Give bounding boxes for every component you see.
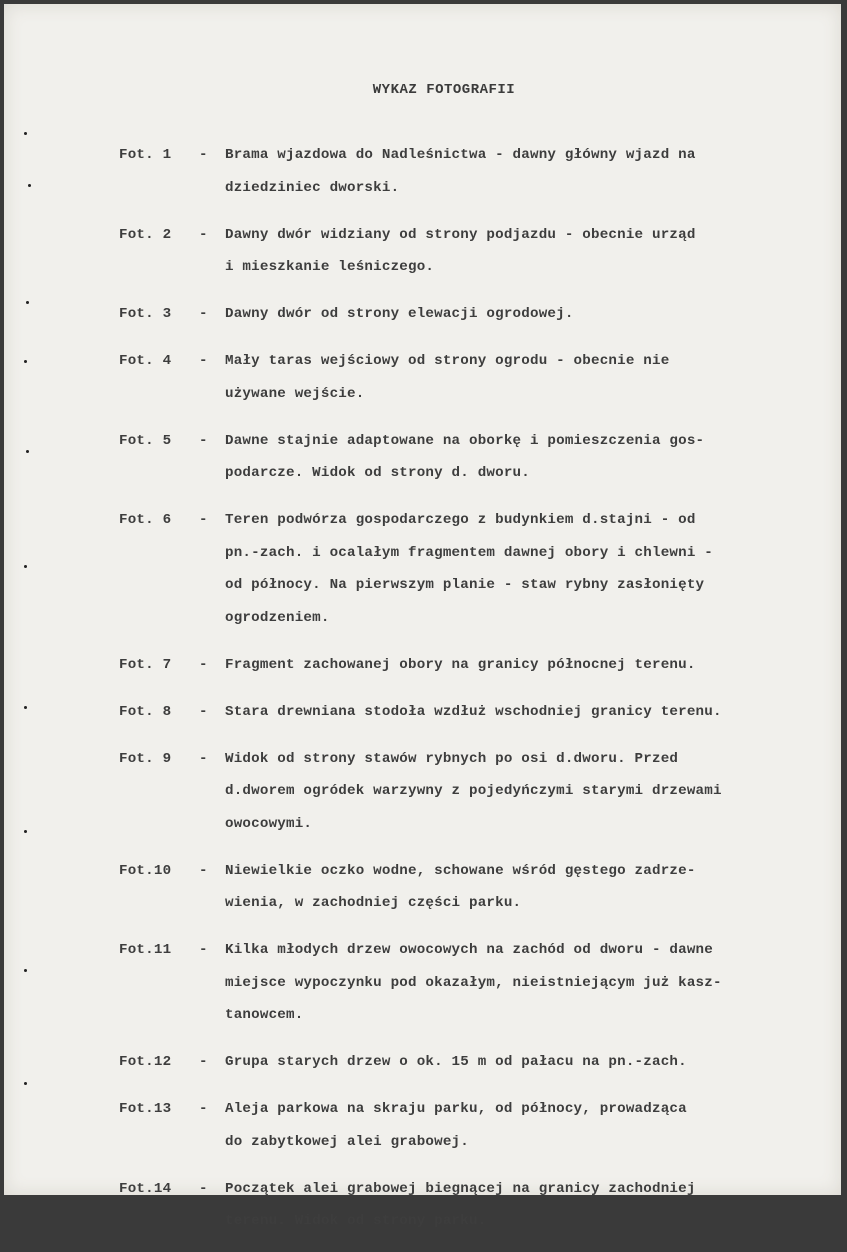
dash-separator: - [199, 1180, 208, 1197]
photo-entry [119, 855, 819, 920]
photo-description [225, 504, 819, 634]
margin-mark [24, 830, 27, 833]
photo-label: Fot. 5 [119, 432, 172, 449]
margin-mark [28, 184, 31, 187]
description-line: Kilka młodych drzew owocowych na zachód od dworu - dawne [225, 942, 713, 958]
description-line: Mały taras wejściowy od strony ogrodu - obecnie nie [225, 353, 670, 369]
dash-separator: - [199, 512, 208, 528]
photo-description [225, 696, 819, 729]
description-line: używane wejście. [225, 385, 365, 402]
description-line: Dawny dwór od strony elewacji ogrodowej. [225, 306, 574, 322]
photo-list [119, 139, 819, 1252]
description-line: owocowymi. [225, 815, 313, 832]
photo-description [225, 855, 819, 920]
photo-description [225, 345, 819, 410]
dash-separator: - [199, 656, 208, 673]
dash-separator: - [199, 432, 208, 449]
photo-label: Fot. 7 [119, 656, 172, 673]
description-line: Widok od strony stawów rybnych po osi d.dworu. Przed [225, 750, 679, 767]
photo-entry [119, 504, 819, 634]
margin-mark [24, 1082, 27, 1085]
dash-separator: - [199, 306, 208, 322]
photo-label: Fot.10 [119, 862, 172, 879]
margin-mark [24, 132, 27, 135]
photo-entry [119, 219, 819, 284]
margin-mark [26, 450, 29, 453]
margin-mark [24, 706, 27, 709]
photo-entry [119, 1046, 819, 1079]
photo-label: Fot. 9 [119, 750, 172, 767]
dash-separator: - [199, 226, 208, 243]
document-page [4, 4, 841, 1229]
photo-label: Fot.12 [119, 1054, 172, 1070]
description-line: podarcze. Widok od strony d. dworu. [225, 465, 530, 481]
photo-description [225, 649, 819, 682]
photo-description [225, 1093, 819, 1158]
dash-separator: - [199, 750, 208, 767]
photo-description [225, 219, 819, 284]
dash-separator: - [199, 353, 208, 369]
page-title: WYKAZ FOTOGRAFII [372, 82, 516, 98]
description-line: Niewielkie oczko wodne, schowane wśród gęstego zadrze- [225, 862, 696, 879]
description-line: dziedziniec dworski. [225, 179, 400, 196]
photo-description [225, 934, 819, 1032]
dash-separator: - [199, 942, 208, 958]
photo-entry [119, 298, 819, 331]
photo-entry [119, 934, 819, 1032]
photo-entry [119, 345, 819, 410]
description-line: Brama wjazdowa do Nadleśnictwa - dawny główny wjazd na [225, 147, 696, 163]
photo-label: Fot. 4 [119, 353, 172, 369]
description-line: Aleja parkowa na skraju parku, od północy, prowadząca [225, 1101, 687, 1117]
dash-separator: - [199, 703, 208, 720]
description-line: pn.-zach. i ocalałym fragmentem dawnej obory i chlewni - [225, 544, 713, 561]
description-line: ogrodzeniem. [225, 609, 330, 626]
photo-entry [119, 696, 819, 729]
photo-label: Fot.13 [119, 1101, 172, 1117]
margin-mark [26, 301, 29, 304]
description-line: Dawne stajnie adaptowane na oborkę i pomieszczenia gos- [225, 432, 705, 449]
dash-separator: - [199, 147, 208, 163]
dash-separator: - [199, 1101, 208, 1117]
photo-label: Fot.11 [119, 942, 172, 958]
photo-entry [119, 649, 819, 682]
photo-label: Fot. 2 [119, 226, 172, 243]
photo-entry [119, 425, 819, 490]
dash-separator: - [199, 1054, 208, 1070]
photo-description [225, 425, 819, 490]
description-line: od północy. Na pierwszym planie - staw rybny zasłonięty [225, 577, 705, 593]
description-line: i mieszkanie leśniczego. [225, 259, 435, 275]
description-line: Początek alei grabowej biegnącej na granicy zachodniej [225, 1180, 696, 1197]
description-line: Teren podwórza gospodarczego z budynkiem d.stajni - od [225, 512, 696, 528]
description-line: do zabytkowej alei grabowej. [225, 1133, 469, 1150]
description-line: Dawny dwór widziany od strony podjazdu - obecnie urząd [225, 226, 696, 243]
photo-entry [119, 139, 819, 204]
photo-description [225, 139, 819, 204]
description-line: miejsce wypoczynku pod okazałym, nieistniejącym już kasz- [225, 974, 722, 991]
photo-description [225, 298, 819, 331]
photo-label: Fot. 6 [119, 512, 172, 528]
photo-label: Fot. 3 [119, 306, 172, 322]
description-line: Grupa starych drzew o ok. 15 m od pałacu na pn.-zach. [225, 1054, 687, 1070]
photo-entry [119, 1173, 819, 1238]
description-line: terenu. Widok od strony parku. [225, 1213, 487, 1229]
photo-label: Fot.14 [119, 1180, 172, 1197]
description-line: tanowcem. [225, 1007, 304, 1023]
photo-description [225, 743, 819, 841]
photo-description [225, 1046, 819, 1079]
description-line: Stara drewniana stodoła wzdłuż wschodniej granicy terenu. [225, 703, 722, 720]
margin-mark [24, 565, 27, 568]
margin-mark [24, 969, 27, 972]
description-line: wienia, w zachodniej części parku. [225, 895, 522, 911]
margin-mark [24, 360, 27, 363]
photo-label: Fot. 8 [119, 703, 172, 720]
description-line: d.dworem ogródek warzywny z pojedyńczymi starymi drzewami [225, 783, 722, 799]
dash-separator: - [199, 862, 208, 879]
photo-entry [119, 1093, 819, 1158]
photo-description [225, 1173, 819, 1238]
photo-entry [119, 743, 819, 841]
photo-label: Fot. 1 [119, 147, 172, 163]
description-line: Fragment zachowanej obory na granicy północnej terenu. [225, 656, 696, 673]
